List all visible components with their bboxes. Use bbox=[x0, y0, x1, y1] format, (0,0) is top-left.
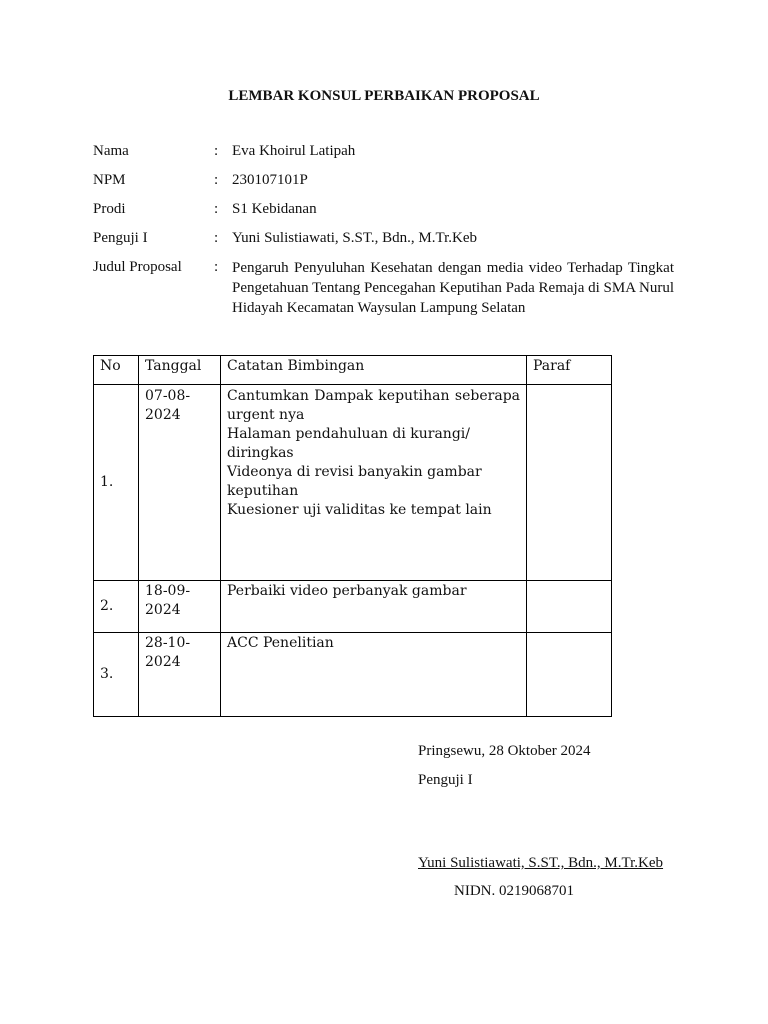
header-paraf: Paraf bbox=[527, 356, 612, 385]
note-line: Kuesioner uji validitas ke tempat lain bbox=[227, 502, 492, 518]
penguji-label: Penguji I bbox=[93, 230, 148, 246]
prodi-value: S1 Kebidanan bbox=[232, 201, 317, 217]
info-row-penguji bbox=[93, 230, 683, 259]
signer-nidn: NIDN. 0219068701 bbox=[454, 883, 574, 899]
note-line: Cantumkan Dampak keputihan seberapa bbox=[227, 388, 520, 404]
info-row-npm bbox=[93, 172, 683, 201]
note-line: Perbaiki video perbanyak gambar bbox=[227, 583, 467, 599]
table-row bbox=[94, 385, 612, 581]
row-number: 1. bbox=[94, 385, 139, 581]
info-row-prodi bbox=[93, 201, 683, 230]
judul-label: Judul Proposal bbox=[93, 259, 182, 275]
header-no: No bbox=[94, 356, 139, 385]
colon: : bbox=[214, 230, 219, 246]
signer-name: Yuni Sulistiawati, S.ST., Bdn., M.Tr.Keb bbox=[418, 855, 664, 871]
prodi-label: Prodi bbox=[93, 201, 126, 217]
row-date: 28-10-2024 bbox=[139, 633, 221, 717]
header-tanggal: Tanggal bbox=[139, 356, 221, 385]
colon: : bbox=[214, 201, 219, 217]
signer-role: Penguji I bbox=[418, 772, 473, 788]
colon: : bbox=[214, 259, 219, 275]
table-row bbox=[94, 633, 612, 717]
row-notes bbox=[221, 385, 527, 581]
penguji-value: Yuni Sulistiawati, S.ST., Bdn., M.Tr.Keb bbox=[232, 230, 478, 246]
nama-value: Eva Khoirul Latipah bbox=[232, 143, 356, 159]
info-row-nama bbox=[93, 143, 683, 172]
row-signature bbox=[527, 581, 612, 633]
row-signature bbox=[527, 633, 612, 717]
row-date: 07-08-2024 bbox=[139, 385, 221, 581]
table-header-row bbox=[94, 356, 612, 385]
colon: : bbox=[214, 172, 219, 188]
npm-value: 230107101P bbox=[232, 172, 308, 188]
table-row bbox=[94, 581, 612, 633]
row-notes bbox=[221, 581, 527, 633]
nama-label: Nama bbox=[93, 143, 129, 159]
note-line: Halaman pendahuluan di kurangi/ diringkas bbox=[227, 426, 470, 461]
row-notes bbox=[221, 633, 527, 717]
judul-value: Pengaruh Penyuluhan Kesehatan dengan media video Terhadap Tingkat Pengetahuan Tentang Pencegahan Keputihan Pada Remaja di SMA Nurul Hidayah Kecamatan Waysulan Lampung Selatan bbox=[232, 260, 674, 316]
note-line: urgent nya bbox=[227, 407, 305, 423]
consultation-table bbox=[93, 355, 612, 717]
colon: : bbox=[214, 143, 219, 159]
row-date: 18-09-2024 bbox=[139, 581, 221, 633]
student-info bbox=[93, 143, 683, 321]
row-number: 3. bbox=[94, 633, 139, 717]
note-line: ACC Penelitian bbox=[227, 635, 334, 651]
note-line: Videonya di revisi banyakin gambar keputihan bbox=[227, 464, 482, 499]
row-signature bbox=[527, 385, 612, 581]
npm-label: NPM bbox=[93, 172, 126, 188]
place-date: Pringsewu, 28 Oktober 2024 bbox=[418, 743, 591, 759]
document-title: LEMBAR KONSUL PERBAIKAN PROPOSAL bbox=[228, 88, 540, 104]
info-row-judul bbox=[93, 259, 683, 321]
header-catatan: Catatan Bimbingan bbox=[221, 356, 527, 385]
row-number: 2. bbox=[94, 581, 139, 633]
